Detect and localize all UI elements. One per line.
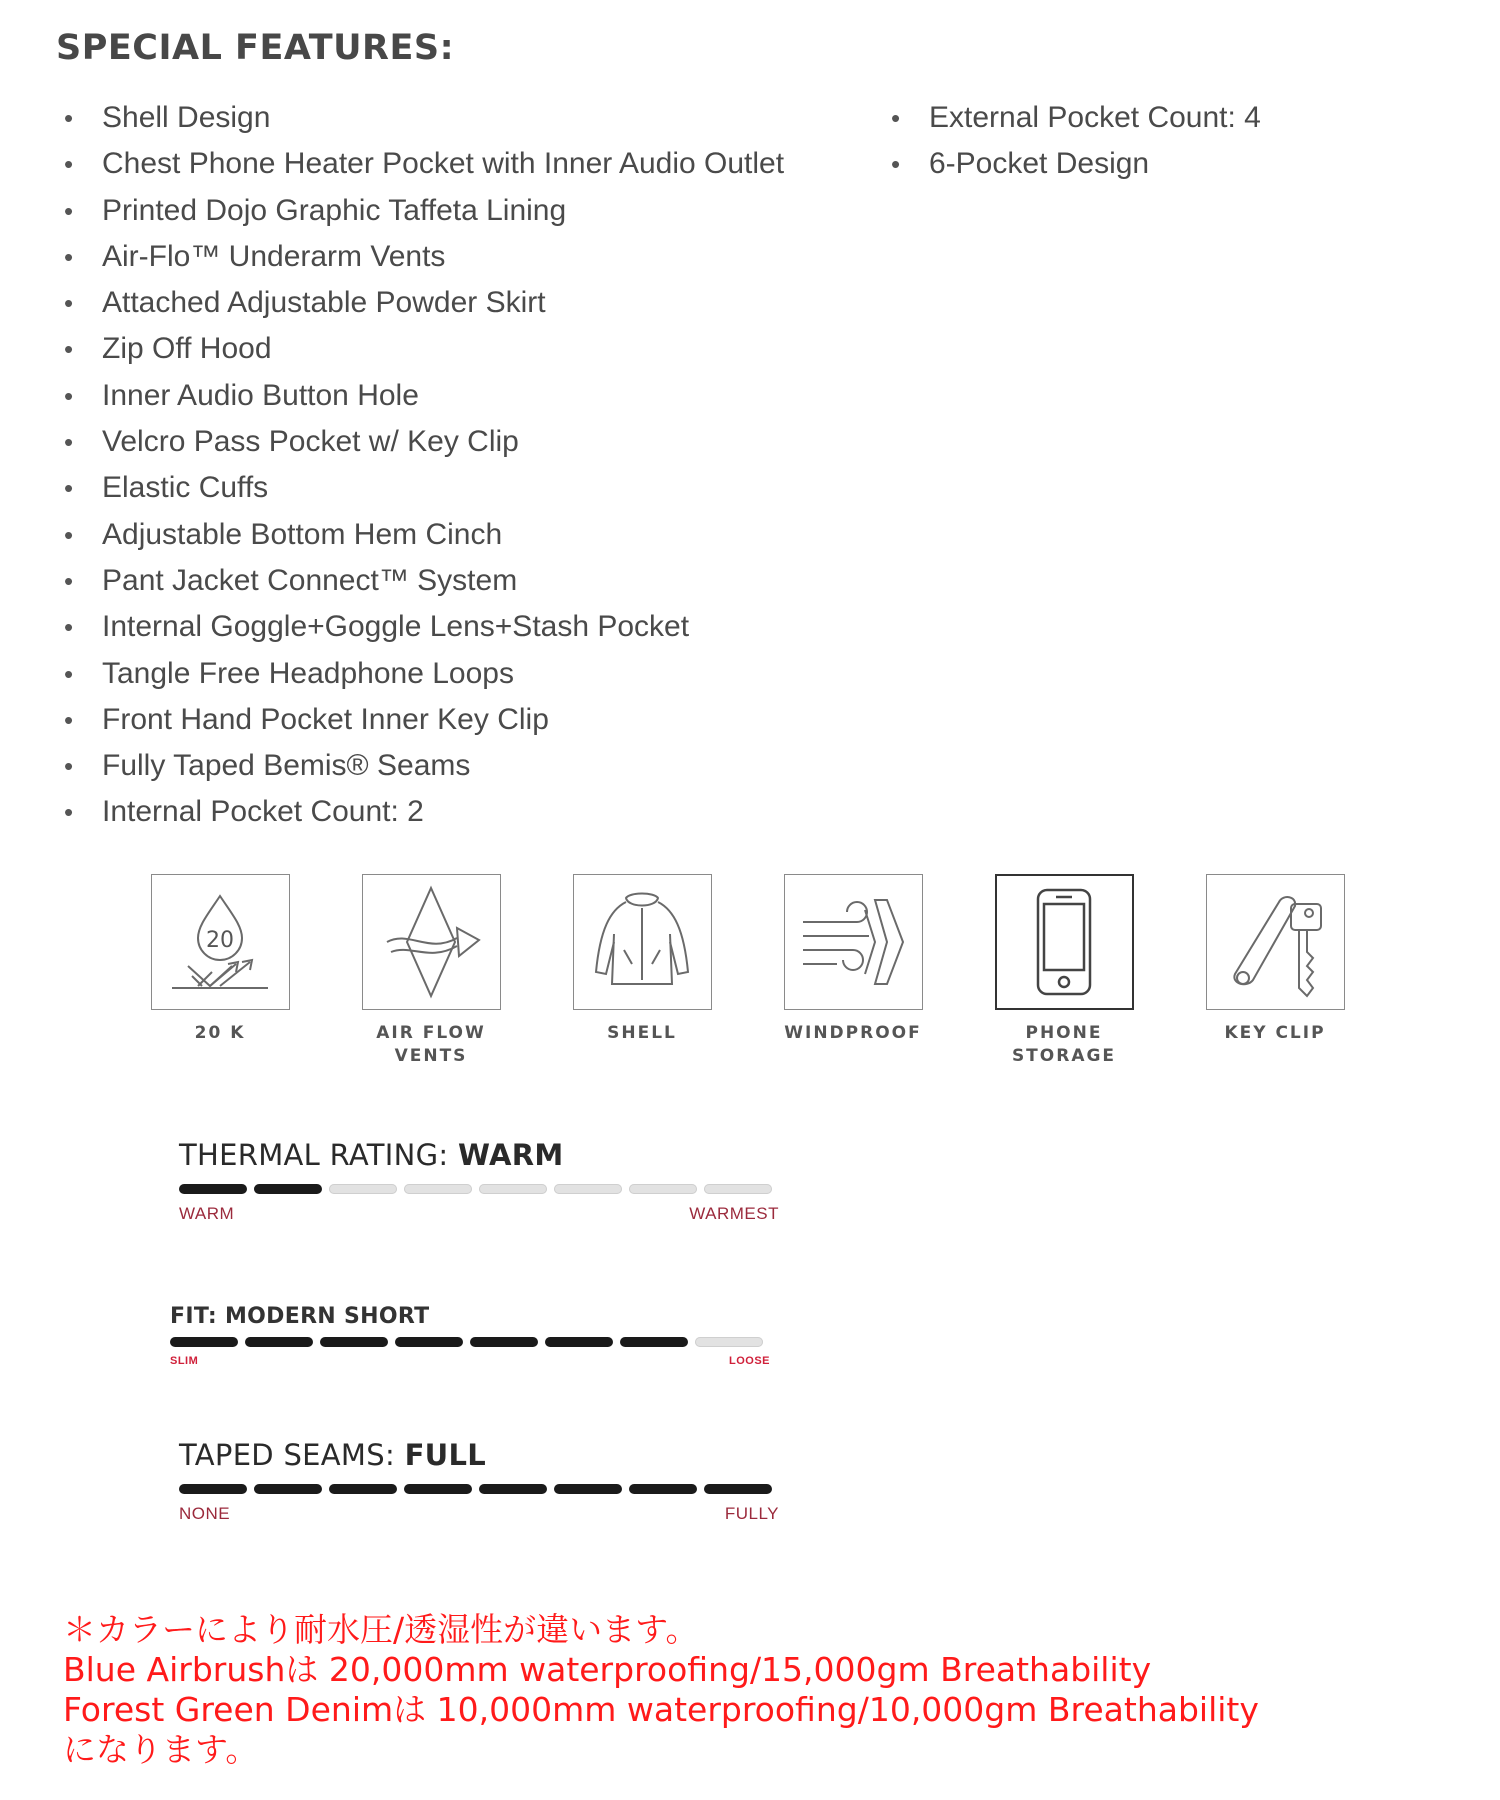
rating-label: FIT: bbox=[170, 1304, 225, 1329]
feature-icon-shell bbox=[557, 874, 727, 1045]
feature-item: • Elastic Cuffs bbox=[57, 465, 784, 511]
rating-label: THERMAL RATING: bbox=[179, 1138, 459, 1172]
rating-min-label: SLIM bbox=[170, 1355, 199, 1367]
waterproof-20k-icon bbox=[158, 880, 282, 1004]
rating-segment-filled bbox=[470, 1337, 538, 1347]
icon-label-line: AIR FLOW bbox=[376, 1023, 486, 1043]
rating-segment-filled bbox=[320, 1337, 388, 1347]
feature-list-right bbox=[884, 95, 1261, 188]
rating-value: WARM bbox=[458, 1138, 564, 1172]
feature-item: • Internal Goggle+Goggle Lens+Stash Pocket bbox=[57, 604, 784, 650]
rating-min-label: WARM bbox=[179, 1204, 235, 1223]
rating-segment-filled bbox=[629, 1484, 697, 1494]
windproof-icon bbox=[791, 880, 915, 1004]
feature-item: • Pant Jacket Connect™ System bbox=[57, 558, 784, 604]
rating-segment-filled bbox=[329, 1484, 397, 1494]
rating-segment-filled bbox=[170, 1337, 238, 1347]
fit-rating bbox=[170, 1304, 770, 1367]
rating-segment-filled bbox=[179, 1184, 247, 1194]
rating-bar bbox=[179, 1484, 779, 1494]
rating-segment-empty bbox=[479, 1184, 547, 1194]
note-line: Blue Airbrushは 20,000mm waterproofing/15,000gm Breathability bbox=[63, 1650, 1152, 1689]
icon-badge-20: 20 bbox=[206, 928, 234, 953]
rating-segment-empty bbox=[329, 1184, 397, 1194]
icon-label-line: PHONE bbox=[1025, 1023, 1103, 1043]
rating-max-label: FULLY bbox=[724, 1504, 779, 1523]
taped-seams-rating bbox=[179, 1438, 779, 1524]
feature-icon-key-clip bbox=[1190, 874, 1360, 1045]
feature-icon-air-flow bbox=[346, 874, 516, 1068]
air-flow-vents-icon bbox=[369, 880, 493, 1004]
shell-jacket-icon bbox=[580, 880, 704, 1004]
rating-segment-filled bbox=[254, 1184, 322, 1194]
rating-segment-filled bbox=[620, 1337, 688, 1347]
rating-segment-filled bbox=[479, 1484, 547, 1494]
rating-segment-empty bbox=[554, 1184, 622, 1194]
rating-value: MODERN SHORT bbox=[224, 1304, 430, 1329]
note-line: Forest Green Denimは 10,000mm waterproofing/10,000gm Breathability bbox=[63, 1690, 1259, 1729]
feature-item: • Attached Adjustable Powder Skirt bbox=[57, 280, 784, 326]
rating-segment-filled bbox=[179, 1484, 247, 1494]
rating-value: FULL bbox=[404, 1438, 487, 1472]
rating-segment-empty bbox=[695, 1337, 763, 1347]
feature-icon-20k bbox=[135, 874, 305, 1045]
rating-segment-filled bbox=[395, 1337, 463, 1347]
feature-icon-phone-storage bbox=[979, 874, 1149, 1068]
rating-segment-filled bbox=[554, 1484, 622, 1494]
feature-icon-windproof bbox=[768, 874, 938, 1045]
icon-label-line: SHELL bbox=[607, 1023, 677, 1043]
icon-label-line: KEY CLIP bbox=[1224, 1023, 1326, 1043]
rating-segment-filled bbox=[245, 1337, 313, 1347]
color-waterproof-note bbox=[63, 1610, 1259, 1770]
feature-item: • Fully Taped Bemis® Seams bbox=[57, 743, 784, 789]
rating-segment-empty bbox=[629, 1184, 697, 1194]
icon-label-line: STORAGE bbox=[1011, 1046, 1117, 1066]
feature-list-left bbox=[57, 95, 784, 836]
feature-item: • Shell Design bbox=[57, 95, 784, 141]
feature-item: • Adjustable Bottom Hem Cinch bbox=[57, 512, 784, 558]
rating-segment-empty bbox=[704, 1184, 772, 1194]
rating-bar bbox=[170, 1337, 770, 1347]
feature-item: • Tangle Free Headphone Loops bbox=[57, 651, 784, 697]
rating-segment-filled bbox=[254, 1484, 322, 1494]
rating-segment-filled bbox=[545, 1337, 613, 1347]
feature-item: • Chest Phone Heater Pocket with Inner Audio Outlet bbox=[57, 141, 784, 187]
icon-label-line: VENTS bbox=[394, 1046, 468, 1066]
feature-item: • External Pocket Count: 4 bbox=[884, 95, 1261, 141]
feature-item: • Zip Off Hood bbox=[57, 326, 784, 372]
note-line: ＊カラーにより耐水圧/透湿性が違います。 bbox=[63, 1610, 699, 1649]
rating-segment-filled bbox=[704, 1484, 772, 1494]
feature-item: • Air-Flo™ Underarm Vents bbox=[57, 234, 784, 280]
feature-item: • Inner Audio Button Hole bbox=[57, 373, 784, 419]
feature-item: • Printed Dojo Graphic Taffeta Lining bbox=[57, 188, 784, 234]
icon-label-line: WINDPROOF bbox=[784, 1023, 922, 1043]
thermal-rating bbox=[179, 1138, 779, 1224]
rating-label: TAPED SEAMS: bbox=[179, 1438, 405, 1472]
rating-max-label: WARMEST bbox=[689, 1204, 779, 1223]
feature-item: • Front Hand Pocket Inner Key Clip bbox=[57, 697, 784, 743]
note-line: になります。 bbox=[63, 1730, 259, 1769]
icon-label-line: 20 K bbox=[194, 1023, 246, 1043]
rating-segment-filled bbox=[404, 1484, 472, 1494]
rating-max-label: LOOSE bbox=[728, 1355, 770, 1367]
feature-item: • Internal Pocket Count: 2 bbox=[57, 789, 784, 835]
key-clip-icon bbox=[1213, 880, 1337, 1004]
phone-storage-icon bbox=[1002, 880, 1126, 1004]
section-heading: SPECIAL FEATURES: bbox=[56, 28, 455, 68]
rating-segment-empty bbox=[404, 1184, 472, 1194]
rating-bar bbox=[179, 1184, 779, 1194]
feature-item: • Velcro Pass Pocket w/ Key Clip bbox=[57, 419, 784, 465]
rating-min-label: NONE bbox=[179, 1504, 231, 1523]
feature-item: • 6-Pocket Design bbox=[884, 141, 1261, 187]
